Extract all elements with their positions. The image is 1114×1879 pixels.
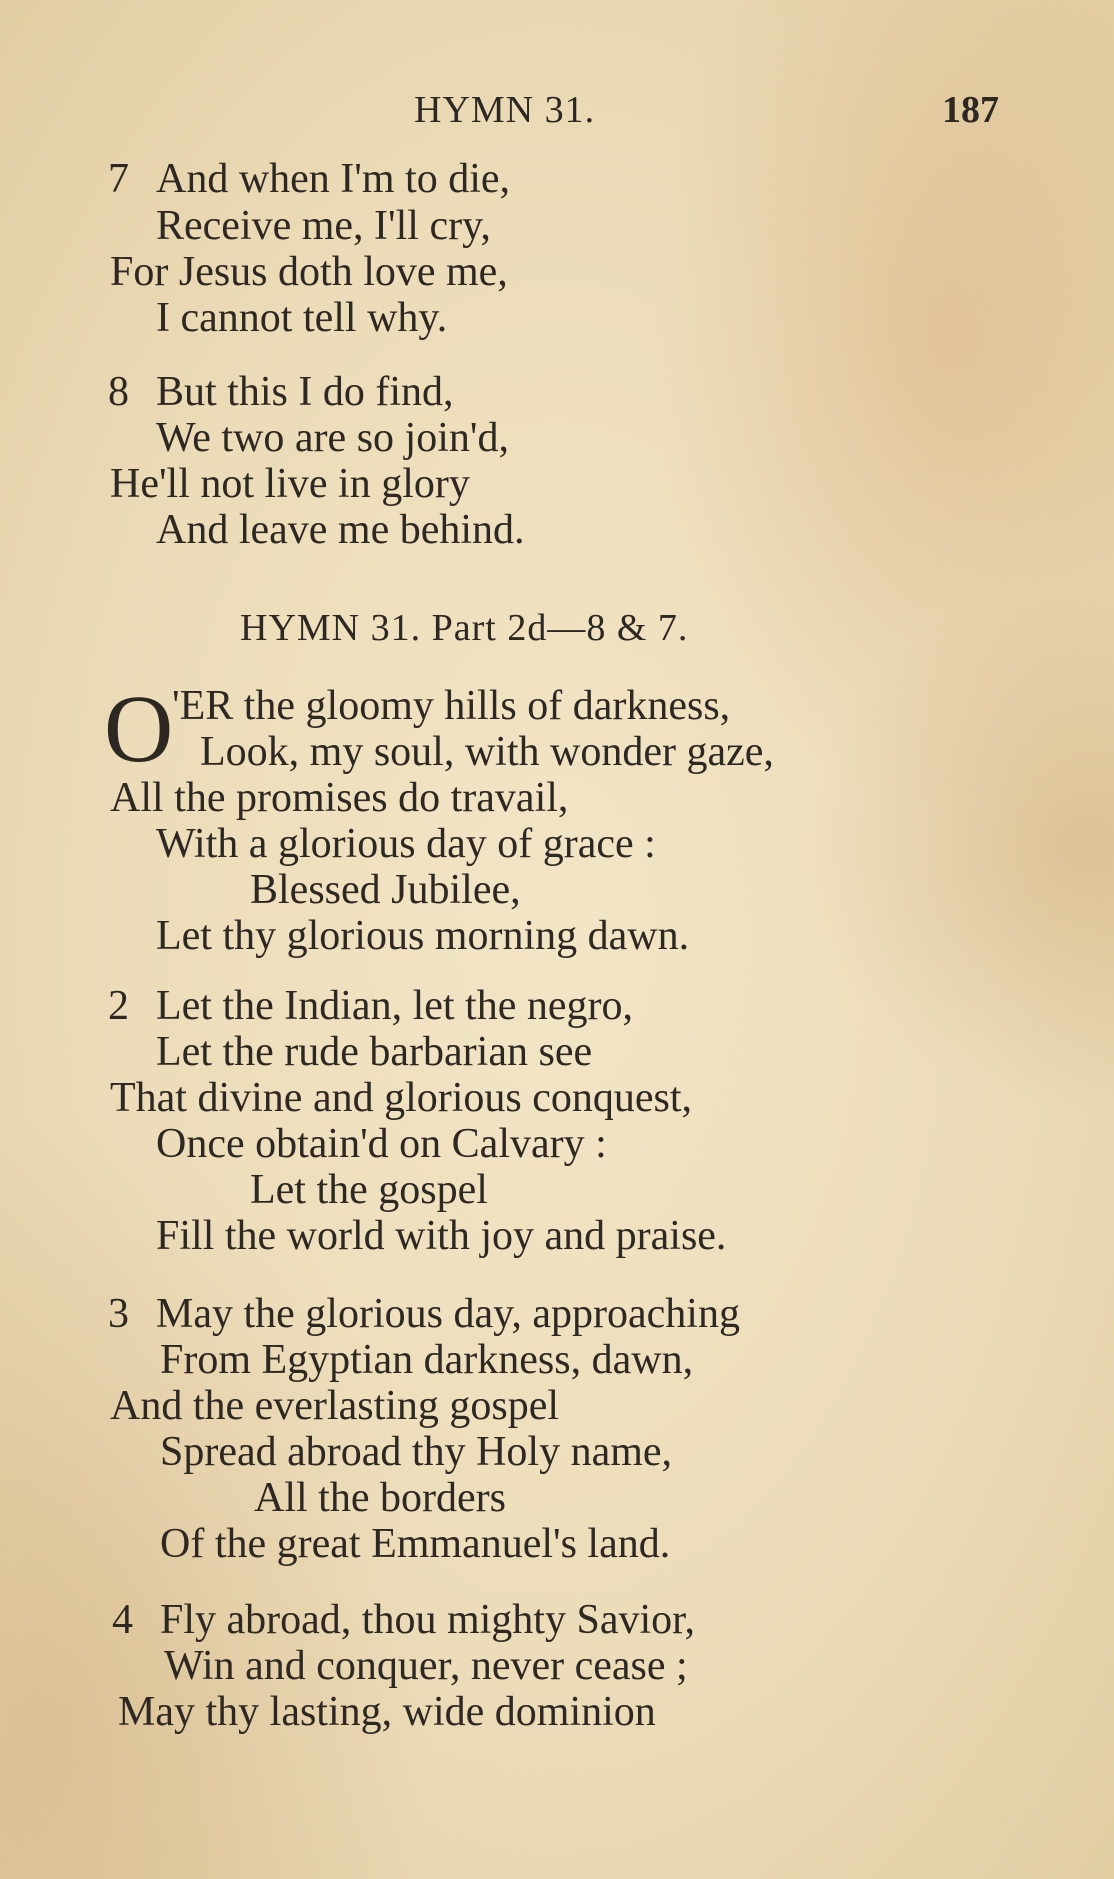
verse-line: All the promises do travail,	[110, 775, 569, 821]
verse-line: 'ER the gloomy hills of darkness,	[172, 683, 731, 729]
verse-line: He'll not live in glory	[110, 461, 470, 507]
verse-line: From Egyptian darkness, dawn,	[160, 1337, 694, 1383]
verse-line: We two are so join'd,	[156, 415, 509, 461]
verse-line: Look, my soul, with wonder gaze,	[200, 729, 774, 775]
verse-line: With a glorious day of grace :	[156, 821, 656, 867]
verse-line: That divine and glorious conquest,	[110, 1075, 693, 1121]
verse-line: Of the great Emmanuel's land.	[160, 1521, 671, 1567]
drop-cap: O	[104, 675, 174, 782]
page-number: 187	[942, 89, 999, 131]
verse-line: For Jesus doth love me,	[110, 249, 508, 295]
verse-number: 4	[112, 1597, 133, 1643]
verse-line: Fill the world with joy and praise.	[156, 1213, 727, 1259]
running-title: HYMN 31.	[414, 89, 596, 131]
verse-line: And leave me behind.	[156, 507, 525, 553]
verse-line: I cannot tell why.	[156, 295, 448, 341]
verse-line: Blessed Jubilee,	[250, 867, 521, 913]
verse-line: Once obtain'd on Calvary :	[156, 1121, 607, 1167]
verse-number: 3	[108, 1291, 129, 1337]
verse-line: But this I do find,	[156, 369, 454, 415]
verse-line: May thy lasting, wide dominion	[118, 1689, 656, 1735]
verse-number: 7	[108, 156, 129, 202]
verse-line: Spread abroad thy Holy name,	[160, 1429, 673, 1475]
verse-number: 2	[108, 983, 129, 1029]
verse-number: 8	[108, 369, 129, 415]
verse-line: May the glorious day, approaching	[156, 1291, 740, 1337]
verse-line: Let thy glorious morning dawn.	[156, 913, 690, 959]
verse-line: Let the Indian, let the negro,	[156, 983, 633, 1029]
verse-line: Let the rude barbarian see	[156, 1029, 593, 1075]
verse-line: Win and conquer, never cease ;	[164, 1643, 688, 1689]
hymn-title: HYMN 31. Part 2d—8 & 7.	[240, 607, 689, 649]
verse-line: Receive me, I'll cry,	[156, 203, 491, 249]
verse-line: And the everlasting gospel	[110, 1383, 560, 1429]
verse-line: Let the gospel	[250, 1167, 488, 1213]
verse-line: Fly abroad, thou mighty Savior,	[160, 1597, 695, 1643]
verse-line: All the borders	[254, 1475, 506, 1521]
verse-line: And when I'm to die,	[156, 156, 511, 202]
